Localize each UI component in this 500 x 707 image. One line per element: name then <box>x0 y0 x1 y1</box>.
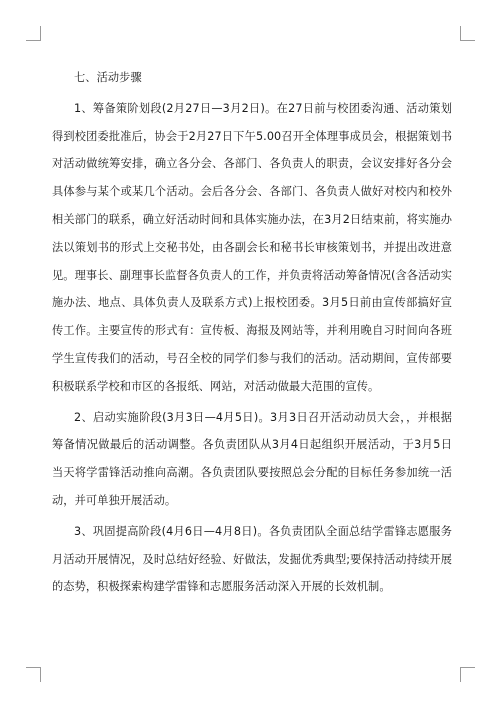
crop-mark-top-right <box>460 26 475 41</box>
paragraph-preparation-phase: 1、筹备策阶划段(2月27日—3月2日)。在27日前与校团委沟通、活动策划得到校团委批准后，协会于2月27日下午5.00召开全体理事成员会，根据策划书对活动做统筹安排，确立各分会、各部门、各负责人的职责，会议安排好各分会具体参与某个或某几个活动。会后各分会、各部门、各负责人做好对校内和校外相关部门的联系，确立好活动时间和具体实施办法，在3月2日结束前，将实施办法以策划书的形式上交秘书处，由各副会长和秘书长审核策划书，并提出改进意见。理事长、副理事长监督各负责人的工作，并负责将活动筹备情况(含各活动实施办法、地点、具体负责人及联系方式)上报校团委。3月5日前由宣传部搞好宣传工作。主要宣传的形式有：宣传板、海报及网站等，并利用晚自习时间向各班学生宣传我们的活动，号召全校的同学们参与我们的活动。活动期间，宣传部要积极联系学校和市区的各报纸、网站，对活动做最大范围的宣传。 <box>52 101 452 393</box>
paragraph-consolidation-phase: 3、巩固提高阶段(4月6日—4月8日)。各负责团队全面总结学雷锋志愿服务月活动开展情况，及时总结好经验、好做法，发掘优秀典型;要保持活动持续开展的态势，积极探索构建学雷锋和志愿服务活动深入开展的长效机制。 <box>52 524 452 594</box>
document-body <box>52 64 452 604</box>
crop-mark-top-left <box>26 26 41 41</box>
crop-mark-bottom-left <box>26 667 41 682</box>
paragraph-launch-phase: 2、启动实施阶段(3月3日—4月5日)。3月3日召开活动动员大会，，并根据筹备情况做最后的活动调整。各负责团队从3月4日起组织开展活动，于3月5日当天将学雷锋活动推向高潮。各负责团队要按照总会分配的目标任务参加统一活动，并可单独开展活动。 <box>52 410 452 507</box>
section-title: 七、活动步骤 <box>74 71 142 84</box>
crop-mark-bottom-right <box>460 667 475 682</box>
